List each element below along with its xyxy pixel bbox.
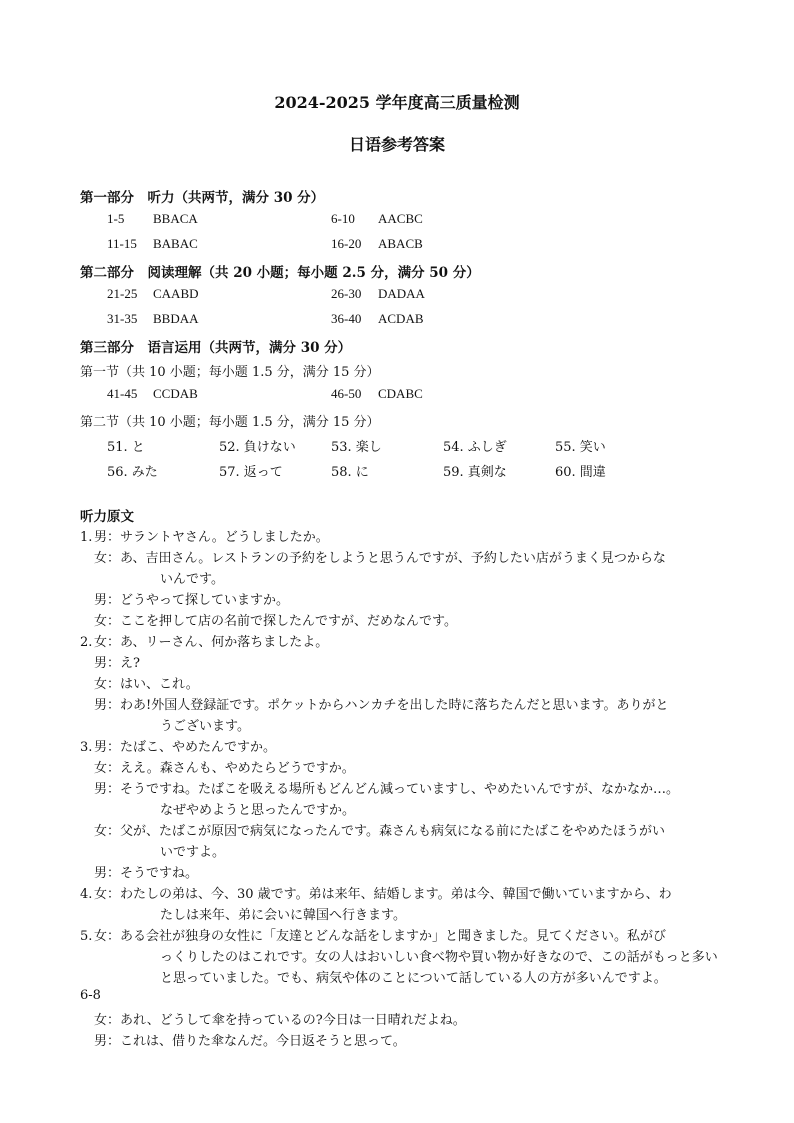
answer-key: ABACB (378, 236, 423, 251)
transcript-line: 女：はい、これ。 (94, 677, 199, 692)
transcript-line: 女：あ、吉田さん。レストランの予約をしようと思うんですが、予約したい店がうまく見つからな (94, 551, 666, 566)
answer-range: 46-50 (331, 386, 362, 401)
part3-heading: 第三部分 语言运用（共两节，满分 30 分） (80, 340, 352, 356)
word-answer: 53. 楽し (331, 440, 382, 455)
document-subtitle: 日语参考答案 (348, 135, 445, 154)
transcript-line: 男：そうですね。 (94, 866, 199, 881)
word-answer: 55. 笑い (555, 440, 606, 455)
transcript-line: 5. 女：ある会社が独身の女性に「友達とどんな話をしますか」と聞きました。見てください。私がび (80, 929, 667, 944)
transcript-line: っくりしたのはこれです。女の人はおいしい食べ物や買い物か好きなので、この話がもっと多い (160, 950, 718, 965)
answer-key: CDABC (378, 386, 423, 401)
answer-range: 26-30 (331, 286, 362, 301)
word-answer: 51. と (107, 440, 145, 455)
transcript-heading: 听力原文 (80, 509, 134, 525)
transcript-line: たしは来年、弟に会いに韓国へ行きます。 (160, 908, 406, 923)
word-answer: 57. 返って (219, 465, 283, 480)
transcript-line: うございます。 (160, 719, 250, 734)
transcript-line: 6-8 (80, 988, 101, 1003)
transcript-line: 女：父が、たばこが原因で病気になったんです。森さんも病気になる前にたばこをやめたほうがい (94, 824, 665, 839)
transcript-line: なぜやめようと思ったんですか。 (160, 803, 356, 818)
transcript-line: 男：わあ!外国人登録証です。ポケットからハンカチを出した時に落ちたんだと思います。ありがと (94, 698, 669, 713)
transcript-line: 女：ここを押して店の名前で探したんですが、だめなんです。 (94, 614, 457, 629)
answer-key: DADAA (378, 286, 425, 301)
part2-heading: 第二部分 阅读理解（共 20 小题；每小题 2.5 分，满分 50 分） (80, 265, 480, 281)
answer-key: BBDAA (153, 311, 199, 326)
answer-range: 36-40 (331, 311, 362, 326)
transcript-line: 男：どうやって探していますか。 (94, 593, 290, 608)
answer-key: CCDAB (153, 386, 198, 401)
answer-range: 31-35 (107, 311, 138, 326)
answer-range: 21-25 (107, 286, 138, 301)
transcript-line: 男：え? (94, 656, 140, 671)
transcript-line: と思っていました。でも、病気や体のことについて話している人の方が多いんですよ。 (160, 971, 667, 986)
transcript-line: いですよ。 (160, 845, 226, 860)
answer-range: 6-10 (331, 211, 355, 226)
word-answer: 52. 負けない (219, 440, 296, 455)
answer-key: BABAC (153, 236, 198, 251)
part1-heading: 第一部分 听力（共两节，满分 30 分） (80, 190, 325, 206)
word-answer: 54. ふしぎ (443, 440, 507, 455)
document-title: 2024-2025 学年度高三质量检测 (274, 93, 520, 112)
answer-range: 1-5 (107, 211, 125, 226)
transcript-line: 男：そうですね。たばこを吸える場所もどんどん減っていますし、やめたいんですが、なかなか…。 (94, 782, 680, 797)
answer-range: 16-20 (331, 236, 362, 251)
answer-range: 11-15 (107, 236, 137, 251)
word-answer: 59. 真剣な (443, 465, 507, 480)
section1-label: 第一节（共 10 小题；每小题 1.5 分，满分 15 分） (80, 365, 380, 380)
transcript-line: 男：これは、借りた傘なんだ。今日返そうと思って。 (94, 1034, 406, 1049)
answer-key: BBACA (153, 211, 198, 226)
answer-key: ACDAB (378, 311, 424, 326)
section2-label: 第二节（共 10 小题；每小题 1.5 分，满分 15 分） (80, 415, 380, 430)
transcript-line: 3. 男：たばこ、やめたんですか。 (80, 740, 277, 755)
word-answer: 56. みた (107, 465, 158, 480)
answer-key: CAABD (153, 286, 199, 301)
transcript-line: 2. 女：あ、リーさん、何か落ちましたよ。 (80, 635, 329, 650)
transcript-line: 女：あれ、どうして傘を持っているの?今日は一日晴れだよね。 (94, 1013, 466, 1028)
word-answer: 60. 間違 (555, 465, 606, 480)
word-answer: 58. に (331, 465, 369, 480)
transcript-line: 女：ええ。森さんも、やめたらどうですか。 (94, 761, 355, 776)
answer-range: 41-45 (107, 386, 138, 401)
transcript-line: 4. 女：わたしの弟は、今、30 歳です。弟は来年、結婚します。弟は今、韓国で働いていますから、わ (80, 887, 672, 902)
answer-key: AACBC (378, 211, 423, 226)
transcript-line: 1. 男：サラントヤさん。どうしましたか。 (80, 530, 329, 545)
transcript-line: いんです。 (160, 572, 224, 587)
